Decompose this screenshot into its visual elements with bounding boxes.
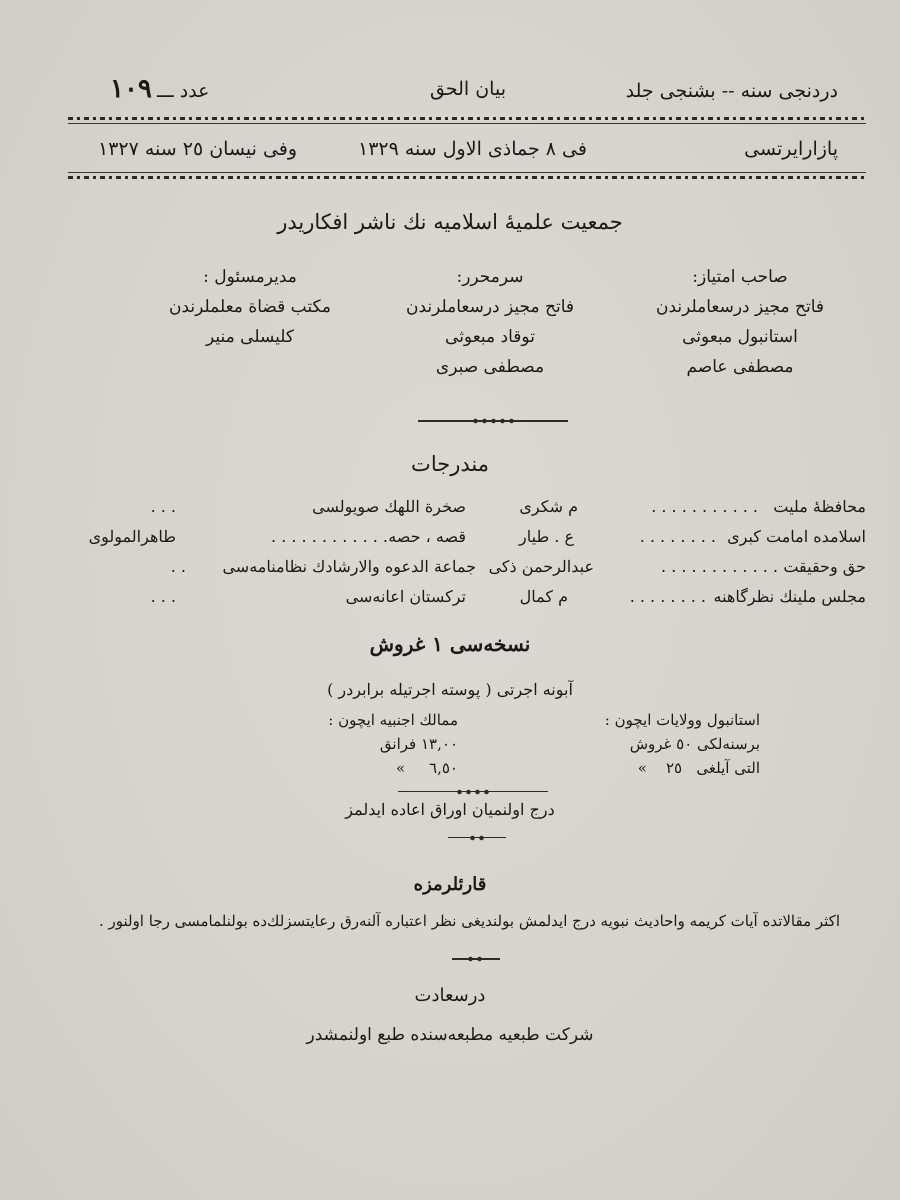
staff-line: توقاد مبعوثی bbox=[445, 327, 535, 347]
ornamental-rule-bottom bbox=[68, 172, 866, 182]
domestic-prices bbox=[560, 708, 760, 780]
issue-label: عدد ـــ bbox=[157, 80, 210, 102]
toc-title: محافظهٔ ملیت bbox=[773, 497, 866, 516]
readers-heading: قارئلرمزه bbox=[413, 874, 487, 895]
readers-notice: اکثر مقالاتده آیات کریمه واحادیث نبویه درج ایدلمش بولندیغی نظر اعتباره آلنه‌رق رعایتسزلك‌ده بولنلمامسی رجا اولنور . bbox=[98, 912, 840, 930]
toc-dots: . . . . . . . . bbox=[629, 587, 706, 606]
staff-line: فاتح مجیز درسعاملرندن bbox=[655, 297, 825, 317]
staff-role: صاحب امتیاز: bbox=[692, 267, 788, 287]
imprint-city: درسعادت bbox=[414, 985, 486, 1006]
ornamental-divider bbox=[418, 420, 568, 422]
toc-author: م شکری bbox=[519, 497, 578, 516]
toc-title: مجلس ملینك نظرگاهنه bbox=[713, 587, 866, 606]
toc-author: م کمال bbox=[519, 587, 568, 606]
foreign-label: ممالك اجنبیه ایچون : bbox=[328, 711, 458, 729]
staff-name: مصطفی صبری bbox=[435, 357, 545, 377]
toc-dots: . . . . . . . . bbox=[639, 527, 716, 546]
yearly-label: برسنه‌لکی bbox=[697, 735, 760, 753]
ornamental-divider bbox=[448, 837, 506, 838]
toc-row bbox=[76, 527, 866, 555]
toc-title: صخرة اللهك صویولسی bbox=[312, 497, 466, 516]
staff-role: سرمحرر: bbox=[456, 267, 524, 287]
weekday: پازارایرتسی bbox=[744, 138, 838, 160]
foreign-half-year bbox=[258, 756, 458, 780]
hijri-date: فی ٨ جماذی الاول سنه ١٣٢٩ bbox=[358, 138, 587, 160]
rumi-date: وفی نیسان ٢٥ سنه ١٣٢٧ bbox=[98, 138, 298, 160]
toc-dots: . . . bbox=[150, 587, 176, 606]
staff-role: مدیرمسئول : bbox=[203, 267, 297, 287]
staff-editor-in-chief bbox=[390, 262, 590, 382]
foreign-yearly: ١٣,٠٠ فرانق bbox=[379, 735, 458, 753]
half-year-value: ٢٥ bbox=[665, 759, 683, 777]
staff-name: مصطفی عاصم bbox=[686, 357, 794, 377]
ditto-mark: » bbox=[396, 759, 406, 777]
domestic-yearly bbox=[560, 732, 760, 756]
staff-owner bbox=[640, 262, 840, 382]
volume-line: دردنجی سنه -- بشنجی جلد bbox=[625, 80, 838, 102]
imprint-printer: شرکت طبعیه مطبعه‌سنده طبع اولنمشدر bbox=[306, 1025, 594, 1045]
staff-managing-director bbox=[150, 262, 350, 352]
toc-title: ترکستان اعانه‌سی bbox=[345, 587, 466, 606]
ditto-mark: » bbox=[637, 759, 647, 777]
subscription-heading: آبونه اجرتی ( پوسته اجرتیله برابردر ) bbox=[327, 680, 573, 699]
staff-line: مکتب قضاة معلملرندن bbox=[169, 297, 331, 317]
issue-block bbox=[110, 74, 210, 104]
toc-title: اسلامده امامت کبری bbox=[727, 527, 866, 546]
toc-dots: . . . . . . . . . . . . bbox=[271, 527, 388, 546]
toc-title: حق وحقیقت bbox=[783, 557, 866, 576]
issue-number: ١٠٩ bbox=[110, 74, 152, 104]
toc-row bbox=[76, 557, 866, 585]
half-year-value: ٦,٥٠ bbox=[429, 759, 458, 777]
yearly-value: ٥٠ غروش bbox=[629, 735, 693, 753]
half-year-label: التی آیلغی bbox=[696, 759, 760, 777]
toc-dots: . . . bbox=[150, 497, 176, 516]
ornamental-rule-top bbox=[68, 115, 866, 125]
contents-heading: مندرجات bbox=[411, 452, 489, 476]
ornamental-divider bbox=[398, 791, 548, 792]
domestic-label: استانبول وولایات ایچون : bbox=[604, 711, 760, 729]
toc-dots: . . bbox=[170, 557, 186, 576]
toc-author: ع . طیار bbox=[519, 527, 574, 546]
ornamental-divider bbox=[452, 958, 500, 960]
unpublished-notice: درج اولنمیان اوراق اعاده ایدلمز bbox=[345, 800, 555, 819]
toc-row bbox=[76, 587, 866, 615]
toc-row bbox=[76, 497, 866, 525]
toc-author: طاهرالمولوی bbox=[88, 527, 176, 546]
toc-author: عبدالرحمن ذکی bbox=[488, 557, 594, 576]
domestic-half-year bbox=[560, 756, 760, 780]
foreign-prices bbox=[258, 708, 458, 780]
staff-name: کلیسلی منیر bbox=[206, 327, 294, 347]
toc-dots: . . . . . . . . . . . bbox=[651, 497, 758, 516]
toc-title: جماعة الدعوه والارشادك نظامنامه‌سی bbox=[222, 557, 476, 576]
subtitle: جمعیت علمیهٔ اسلامیه نك ناشر افكاریدر bbox=[277, 210, 623, 234]
toc-dots: . . . . . . . . . . . . bbox=[661, 557, 778, 576]
masthead: بیان الحق bbox=[430, 78, 506, 100]
toc-title: قصه ، حصه bbox=[388, 527, 466, 546]
staff-line: فاتح مجیز درسعاملرندن bbox=[405, 297, 575, 317]
staff-line: استانبول مبعوثی bbox=[682, 327, 798, 347]
single-copy-price: نسخه‌سی ١ غروش bbox=[369, 632, 531, 656]
